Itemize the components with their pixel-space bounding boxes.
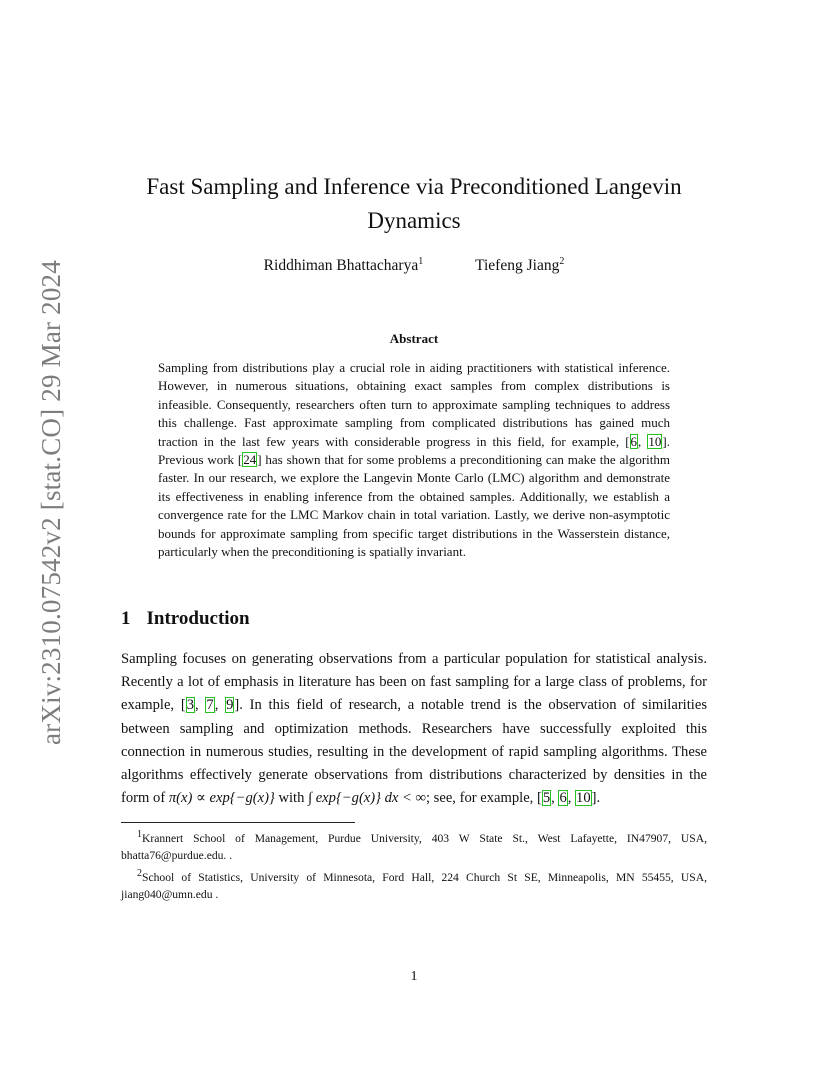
author-name: Tiefeng Jiang: [475, 257, 560, 275]
citation-link[interactable]: 10: [576, 790, 591, 807]
body-text: . In this field of research, a notable trend is the observation of similarities between sampling and optimization methods. Researchers have successfully exploited this connection in numerous studies, resulting in the development of rapid sampling algorithms. These algorithms effectively generate observations from distributions characterized by densities in the form of: [121, 697, 707, 807]
section-number: 1: [121, 608, 131, 629]
section-title: Introduction: [146, 608, 250, 629]
footnotes: [121, 826, 707, 903]
abstract-body: Sampling from distributions play a crucial role in aiding practitioners with statistical inference. However, in numerous situations, obtaining exact samples from complex distributions is infeasible. Consequently, researchers often turn to approximate sampling techniques to address this challenge. Fast approximate sampling from complicated distributions has gained much traction in the last few years with considerable progress in this field, for example, [6, 10]. Previous work [24] has shown that for some problems a preconditioning can make the algorithm faster. In our research, we explore the Langevin Monte Carlo (LMC) algorithm and demonstrate its effectiveness in enabling inference from the obtained samples. Additionally, we establish a convergence rate for the LMC Markov chain in total variation. Lastly, we derive non-asymptotic bounds for approximate sampling from specific target distributions in the Wasserstein distance, particularly when the preconditioning is spatially invariant.: [158, 360, 670, 560]
introduction-paragraph: Sampling focuses on generating observations from a particular population for statistical analysis. Recently a lot of emphasis in literature has been on fast sampling for a large class of problems, for example, [3, 7, 9]. In this field of research, a notable trend is the observation of similarities between sampling and optimization methods. Researchers have successfully exploited this connection in numerous studies, resulting in the development of rapid sampling algorithms. These algorithms effectively generate observations from distributions characterized by densities in the form of π(x) ∝ exp{−g(x)} with ∫ exp{−g(x)} dx < ∞; see, for example, [5, 6, 10].: [121, 651, 707, 807]
abstract-text: . Previous work: [158, 433, 670, 468]
arxiv-identifier-stamp: arXiv:2310.07542v2 [stat.CO] 29 Mar 2024: [36, 260, 66, 745]
author-affiliation-mark: 1: [418, 256, 424, 267]
footnote-1: [121, 826, 707, 865]
page-number: 1: [410, 969, 418, 984]
footnote-text: Krannert School of Management, Purdue University, 403 W State St., West Lafayette, IN47907, USA, bhatta76@purdue.edu. .: [121, 831, 707, 863]
citation-link[interactable]: 7: [206, 697, 214, 714]
body-text: with: [278, 790, 305, 807]
body-text: .: [596, 790, 601, 807]
citation-link[interactable]: 24: [243, 452, 257, 468]
author-affiliation-mark: 2: [559, 256, 565, 267]
abstract-heading: Abstract: [389, 331, 439, 346]
abstract-text: Sampling from distributions play a crucial role in aiding practitioners with statistical inference. However, in numerous situations, obtaining exact samples from complex distributions is infeasible. Consequently, researchers often turn to approximate sampling techniques to address this challenge. Fast approximate sampling from complicated distributions has gained much traction in the last few years with considerable progress in this field, for example,: [158, 360, 670, 449]
section-heading: [121, 608, 250, 630]
citation-link[interactable]: 10: [648, 433, 662, 449]
citation-link[interactable]: 9: [226, 697, 234, 714]
inline-equation: π(x) ∝ exp{−g(x)}: [168, 790, 275, 807]
citation-link[interactable]: 5: [542, 790, 551, 807]
abstract-text: has shown that for some problems a preconditioning can make the algorithm faster. In our research, we explore the Langevin Monte Carlo (LMC) algorithm and demonstrate its effectiveness in enabling inference from the obtained samples. Additionally, we establish a convergence rate for the LMC Markov chain in total variation. Lastly, we derive non-asymptotic bounds for approximate sampling from specific target distributions in the Wasserstein distance, particularly when the preconditioning is spatially invariant.: [158, 452, 670, 560]
footnote-2: [121, 865, 707, 904]
citation-link[interactable]: 6: [630, 433, 638, 449]
footnote-mark: 1: [137, 829, 142, 840]
inline-equation: ∫ exp{−g(x)} dx < ∞: [308, 790, 426, 807]
footnote-divider: [121, 822, 355, 823]
author-name: Riddhiman Bhattacharya: [263, 257, 419, 275]
citation-link[interactable]: 6: [559, 790, 567, 807]
author-list: [120, 256, 708, 275]
body-text: ; see, for example,: [425, 790, 534, 807]
citation-link[interactable]: 3: [186, 697, 194, 714]
body-text: Sampling focuses on generating observations from a particular population for statistical analysis. Recently a lot of emphasis in literature has been on fast sampling for a large class of problems, for example,: [121, 651, 707, 714]
footnote-mark: 2: [137, 867, 142, 879]
paper-title: Fast Sampling and Inference via Preconditioned Langevin Dynamics: [146, 174, 682, 233]
footnote-text: School of Statistics, University of Minnesota, Ford Hall, 224 Church St SE, Minneapolis, MN 55455, USA, jiang040@umn.edu .: [121, 870, 707, 901]
author-1: [264, 256, 424, 275]
author-2: [475, 256, 564, 275]
